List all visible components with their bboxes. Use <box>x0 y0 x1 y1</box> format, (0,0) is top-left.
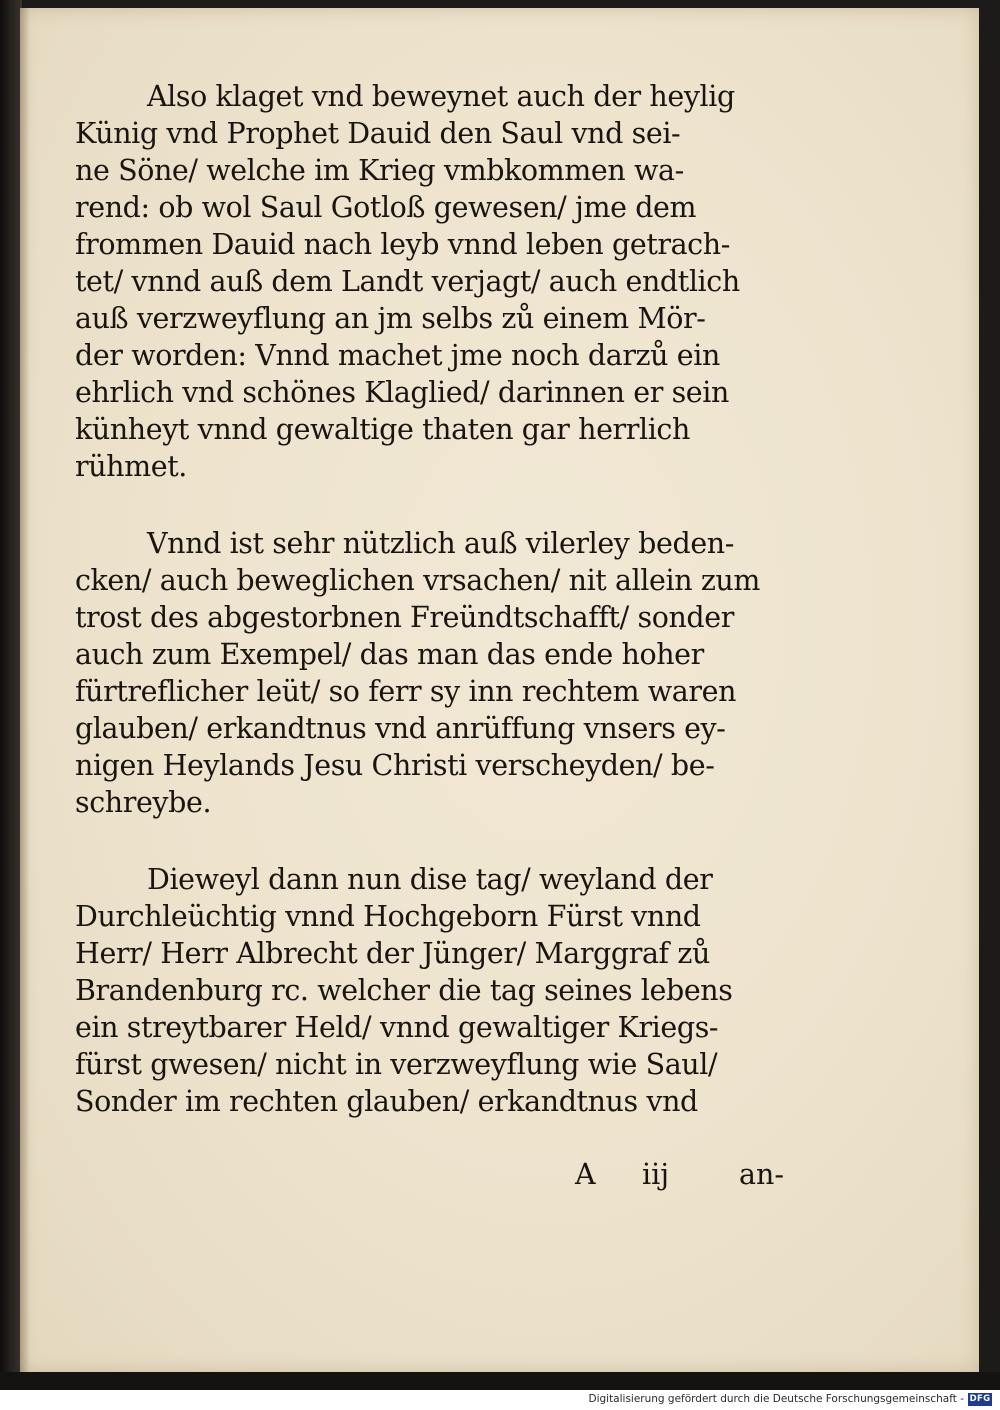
page-text <box>75 78 795 1120</box>
text-line: der worden: Vnnd machet jme noch darzů ein <box>75 339 720 372</box>
text-line: rühmet. <box>75 450 187 483</box>
book-spine-edge <box>0 0 22 1390</box>
signature-number: iij <box>642 1158 670 1191</box>
text-line: glauben/ erkandtnus vnd anrüffung vnsers ey- <box>75 712 726 745</box>
text-line: frommen Dauid nach leyb vnnd leben getrach- <box>75 228 730 261</box>
text-line: fürst gwesen/ nicht in verzweyflung wie Saul/ <box>75 1048 718 1081</box>
paragraph-2 <box>75 525 795 821</box>
text-line: nigen Heylands Jesu Christi verscheyden/ be- <box>75 749 715 782</box>
text-line: Sonder im rechten glauben/ erkandtnus vnd <box>75 1085 698 1118</box>
text-line: cken/ auch beweglichen vrsachen/ nit allein zum <box>75 564 761 597</box>
text-line: ehrlich vnd schönes Klaglied/ darinnen er sein <box>75 376 729 409</box>
text-line: Brandenburg rc. welcher die tag seines lebens <box>75 974 733 1007</box>
paragraph-1 <box>75 78 795 485</box>
paragraph-3 <box>75 861 795 1120</box>
text-line: Durchleüchtig vnnd Hochgeborn Fürst vnnd <box>75 900 701 933</box>
text-line: ne Söne/ welche im Krieg vmbkommen wa- <box>75 154 684 187</box>
text-line: auß verzweyflung an jm selbs zů einem Mör- <box>75 302 706 335</box>
text-line: tet/ vnnd auß dem Landt verjagt/ auch endtlich <box>75 265 740 298</box>
text-line: auch zum Exempel/ das man das ende hoher <box>75 638 704 671</box>
catchword: an- <box>739 1158 784 1191</box>
footer-bar <box>0 1390 1000 1410</box>
text-line: Vnnd ist sehr nützlich auß vilerley beden- <box>147 527 734 560</box>
text-line: Dieweyl dann nun dise tag/ weyland der <box>147 863 713 896</box>
text-line: fürtreflicher leüt/ so ferr sy inn rechtem waren <box>75 675 737 708</box>
text-line: rend: ob wol Saul Gotloß gewesen/ jme dem <box>75 191 697 224</box>
page-fold-shadow <box>20 8 30 1372</box>
text-line: Also klaget vnd beweynet auch der heylig <box>147 80 735 113</box>
signature-row <box>75 1158 795 1196</box>
dfg-logo-icon[interactable]: DFG <box>969 1394 991 1404</box>
text-line: Herr/ Herr Albrecht der Jünger/ Marggraf zů <box>75 937 710 970</box>
scan-bottom-edge <box>0 1372 1000 1390</box>
text-line: schreybe. <box>75 786 212 819</box>
text-line: künheyt vnnd gewaltige thaten gar herrlich <box>75 413 690 446</box>
text-line: ein streytbarer Held/ vnnd gewaltiger Kriegs- <box>75 1011 719 1044</box>
text-line: trost des abgestorbnen Freündtschafft/ sonder <box>75 601 734 634</box>
text-line: Künig vnd Prophet Dauid den Saul vnd sei- <box>75 117 681 150</box>
signature-mark: A <box>575 1158 596 1191</box>
footer-credit: Digitalisierung gefördert durch die Deutsche Forschungsgemeinschaft - <box>588 1393 964 1405</box>
